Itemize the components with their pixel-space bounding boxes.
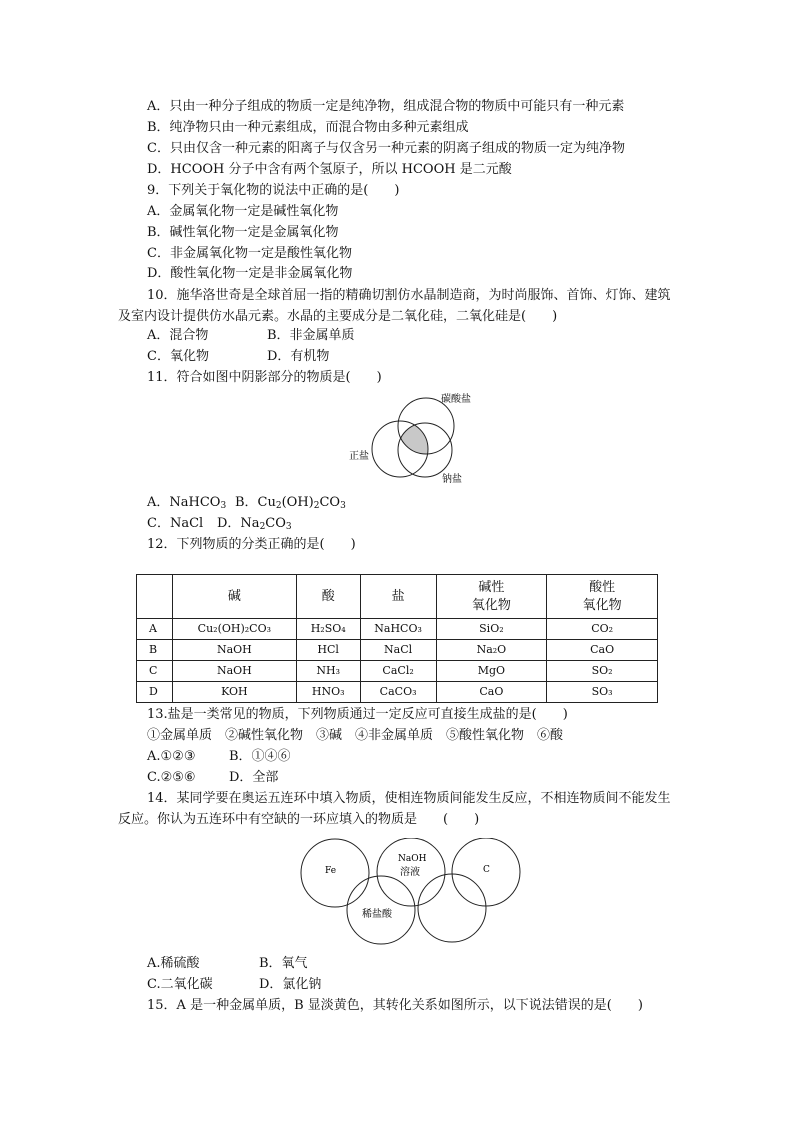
q13-items: ①金属单质 ②碱性氧化物 ③碱 ④非金属单质 ⑤酸性氧化物 ⑥酸 [147, 728, 564, 743]
table-cell: HCl [296, 640, 360, 661]
ring-label-naoh: NaOH [398, 854, 427, 864]
q8-option-d: D．HCOOH 分子中含有两个氢原子，所以 HCOOH 是二元酸 [147, 162, 512, 177]
q10-options-row1 [147, 327, 355, 345]
q14-option-c: C.二氧化碳 [147, 977, 213, 992]
q14-option-a: A.稀硫酸 [147, 956, 200, 971]
q10-option-a: A．混合物 [147, 328, 209, 343]
q13-option-c: C.②⑤⑥ [147, 770, 196, 785]
q13-stem: 13.盐是一类常见的物质，下列物质通过一定反应可直接生成盐的是( ) [147, 707, 568, 722]
q11-option-d: D．$Na_2CO_3$ [217, 516, 292, 532]
q10-option-d: D．有机物 [267, 349, 330, 364]
table-cell: CaCO₃ [360, 682, 436, 703]
table-cell: CaO [547, 640, 658, 661]
q9-option-c: C．非金属氧化物一定是酸性氧化物 [147, 246, 352, 261]
table-row [137, 682, 658, 703]
table-cell: SiO₂ [436, 619, 547, 640]
table-cell: CO₂ [547, 619, 658, 640]
q13-option-b: B．①④⑥ [229, 749, 291, 764]
olympic-rings-diagram [295, 838, 525, 946]
q10-option-c: C．氧化物 [147, 349, 209, 364]
classification-table [136, 574, 658, 703]
venn-label-normal-salt: 正盐 [349, 451, 369, 462]
table-cell: Cu₂(OH)₂CO₃ [172, 619, 296, 640]
ring-blank [418, 874, 486, 942]
table-row-label: D [137, 682, 173, 703]
table-cell: SO₂ [547, 661, 658, 682]
q12-stem: 12．下列物质的分类正确的是( ) [147, 537, 356, 552]
table-cell: CaO [436, 682, 547, 703]
ring-label-solution: 溶液 [400, 867, 420, 878]
q14-option-d: D．氯化钠 [259, 977, 322, 992]
q11-option-a: A．NaHCO$_3$ [147, 495, 227, 511]
q11-option-c: C．NaCl [147, 516, 204, 531]
ring-label-dilute-hcl: 稀盐酸 [362, 909, 392, 920]
table-cell: SO₃ [547, 682, 658, 703]
venn-label-sodium-salt: 钠盐 [442, 474, 462, 485]
table-row-label: A [137, 619, 173, 640]
table-cell: HNO₃ [296, 682, 360, 703]
q11-options-row1 [147, 494, 346, 512]
q10-stem: 10．施华洛世奇是全球首屈一指的精确切割仿水晶制造商，为时尚服饰、首饰、灯饰、建筑及室内设计提供仿水晶元素。水晶的主要成分是二氧化硅，二氧化硅是( ) [118, 288, 671, 324]
table-cell: NaOH [172, 661, 296, 682]
table-cell: KOH [172, 682, 296, 703]
table-header-cell: 酸性 氧化物 [547, 575, 658, 619]
q9-option-a: A．金属氧化物一定是碱性氧化物 [147, 204, 339, 219]
q9-stem: 9．下列关于氧化物的说法中正确的是( ) [147, 183, 400, 198]
table-cell: NaHCO₃ [360, 619, 436, 640]
q8-option-c: C．只由仅含一种元素的阳离子与仅含另一种元素的阴离子组成的物质一定为纯净物 [147, 141, 625, 156]
q11-option-b: B．$Cu_2(OH)_2CO_3$ [235, 495, 346, 511]
table-row-label: B [137, 640, 173, 661]
q9-option-b: B．碱性氧化物一定是金属氧化物 [147, 225, 339, 240]
table-cell: NaCl [360, 640, 436, 661]
q9-option-d: D．酸性氧化物一定是非金属氧化物 [147, 266, 353, 281]
q14-option-b: B．氧气 [259, 956, 308, 971]
q14-options-row1 [147, 955, 308, 973]
table-cell: H₂SO₄ [296, 619, 360, 640]
q11-stem: 11．符合如图中阴影部分的物质是( ) [147, 370, 382, 385]
table-row-label: C [137, 661, 173, 682]
q13-option-a: A.①②③ [147, 749, 196, 764]
q10-options-row2 [147, 348, 329, 366]
q11-options-row2 [147, 515, 292, 533]
ring-label-fe: Fe [325, 866, 337, 876]
table-header-cell [137, 575, 173, 619]
table-cell: NaOH [172, 640, 296, 661]
table-cell: Na₂O [436, 640, 547, 661]
table-header-cell: 碱性 氧化物 [436, 575, 547, 619]
q8-option-b: B．纯净物只由一种元素组成，而混合物由多种元素组成 [147, 120, 469, 135]
q14-stem: 14．某同学要在奥运五连环中填入物质，使相连物质间能发生反应，不相连物质间不能发生反应。你认为五连环中有空缺的一环应填入的物质是 ( ) [118, 791, 671, 827]
table-cell: MgO [436, 661, 547, 682]
q13-options-row1 [147, 748, 291, 766]
q11-venn-diagram [340, 388, 490, 488]
q13-options-row2 [147, 769, 278, 787]
table-header-cell: 盐 [360, 575, 436, 619]
table-header-row [137, 575, 658, 619]
table-row [137, 661, 658, 682]
table-cell: CaCl₂ [360, 661, 436, 682]
q13-option-d: D．全部 [229, 770, 279, 785]
venn-label-carbonate: 碳酸盐 [441, 394, 471, 405]
table-row [137, 640, 658, 661]
table-row [137, 619, 658, 640]
table-header-cell: 碱 [172, 575, 296, 619]
q10-option-b: B．非金属单质 [267, 328, 355, 343]
q14-options-row2 [147, 976, 321, 994]
table-cell: NH₃ [296, 661, 360, 682]
q15-stem: 15．A 是一种金属单质，B 显淡黄色，其转化关系如图所示，以下说法错误的是( ) [147, 998, 643, 1013]
table-header-cell: 酸 [296, 575, 360, 619]
q8-option-a: A．只由一种分子组成的物质一定是纯净物，组成混合物的物质中可能只有一种元素 [147, 99, 625, 114]
ring-label-c: C [483, 865, 490, 875]
